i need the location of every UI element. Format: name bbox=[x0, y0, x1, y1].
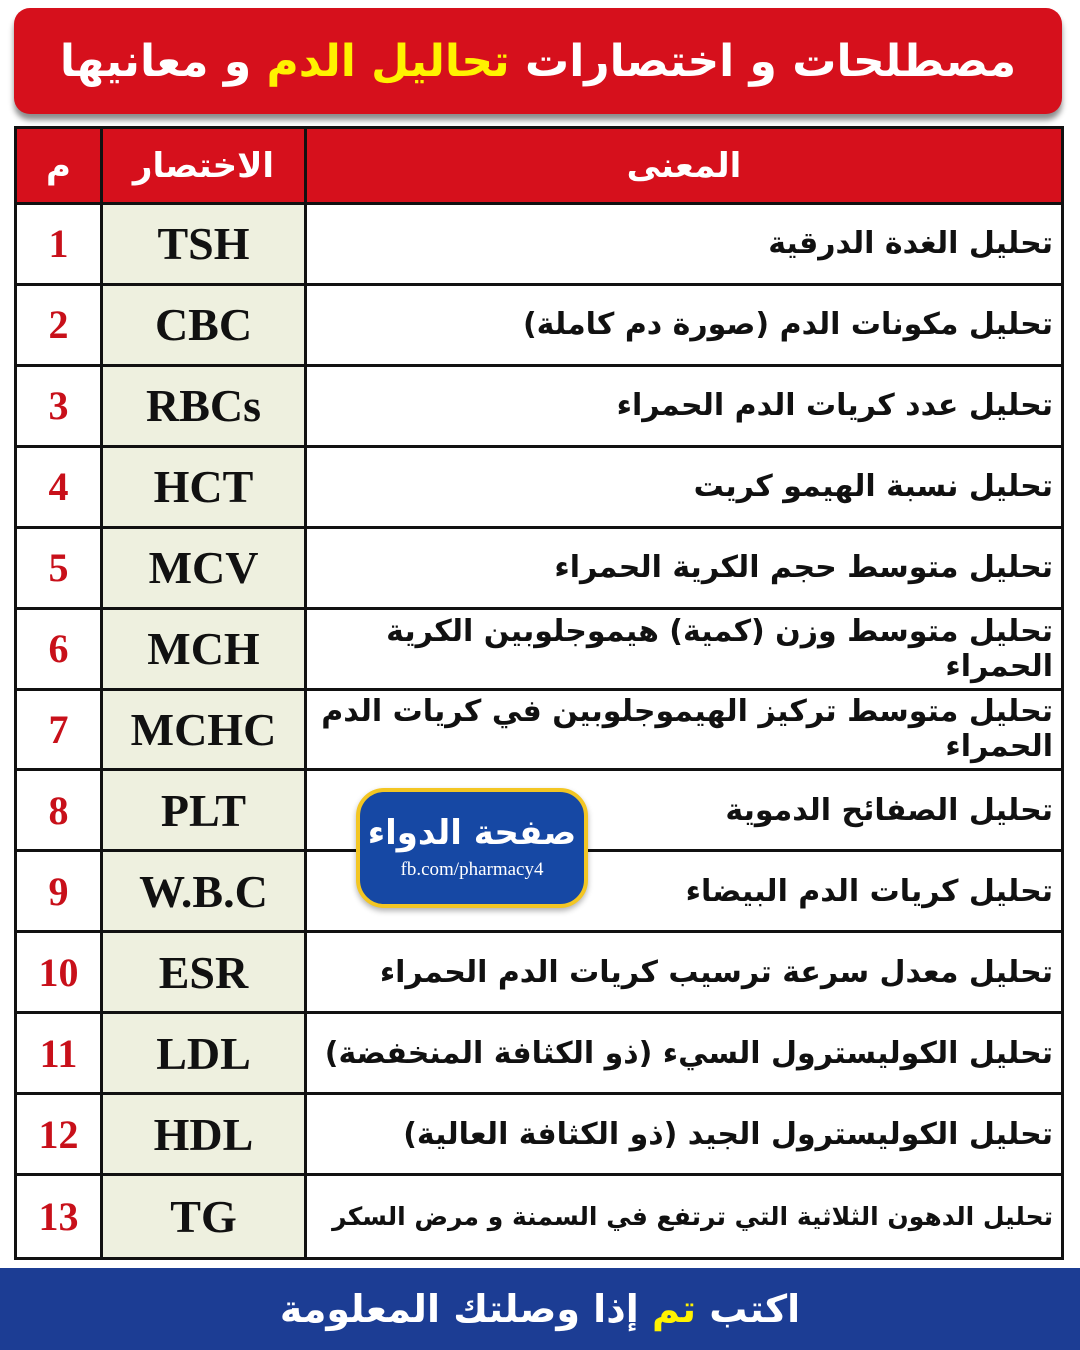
row-abbreviation: LDL bbox=[103, 1014, 307, 1095]
title-part1: مصطلحات و اختصارات bbox=[524, 35, 1017, 87]
row-meaning: تحليل عدد كريات الدم الحمراء bbox=[307, 367, 1061, 448]
page-badge bbox=[356, 788, 588, 908]
badge-name: صفحة الدواء bbox=[367, 813, 577, 854]
footer-banner bbox=[0, 1268, 1080, 1350]
header-num: م bbox=[17, 129, 103, 205]
row-meaning: تحليل الصفائح الدموية bbox=[307, 771, 1061, 852]
row-abbreviation: HCT bbox=[103, 448, 307, 529]
row-number: 6 bbox=[17, 610, 103, 691]
abbreviations-table bbox=[14, 126, 1064, 1260]
row-meaning: تحليل مكونات الدم (صورة دم كاملة) bbox=[307, 286, 1061, 367]
page-title bbox=[60, 36, 1016, 87]
row-number: 4 bbox=[17, 448, 103, 529]
badge-url: fb.com/pharmacy4 bbox=[400, 858, 544, 880]
row-number: 5 bbox=[17, 529, 103, 610]
row-abbreviation: HDL bbox=[103, 1095, 307, 1176]
row-abbreviation: ESR bbox=[103, 933, 307, 1014]
footer-text bbox=[280, 1287, 800, 1331]
row-abbreviation: W.B.C bbox=[103, 852, 307, 933]
header-meaning: المعنى bbox=[307, 129, 1061, 205]
row-abbreviation: TSH bbox=[103, 205, 307, 286]
row-meaning: تحليل كريات الدم البيضاء bbox=[307, 852, 1061, 933]
title-banner bbox=[14, 8, 1062, 114]
row-number: 1 bbox=[17, 205, 103, 286]
row-meaning: تحليل متوسط حجم الكرية الحمراء bbox=[307, 529, 1061, 610]
row-abbreviation: MCV bbox=[103, 529, 307, 610]
footer-part1: اكتب bbox=[709, 1287, 801, 1331]
row-number: 11 bbox=[17, 1014, 103, 1095]
row-abbreviation: MCHC bbox=[103, 691, 307, 772]
row-number: 2 bbox=[17, 286, 103, 367]
row-abbreviation: RBCs bbox=[103, 367, 307, 448]
row-number: 12 bbox=[17, 1095, 103, 1176]
row-meaning: تحليل معدل سرعة ترسيب كريات الدم الحمراء bbox=[307, 933, 1061, 1014]
footer-part2: إذا وصلتك المعلومة bbox=[279, 1287, 639, 1331]
row-meaning: تحليل الكوليسترول السيء (ذو الكثافة المنخفضة) bbox=[307, 1014, 1061, 1095]
row-number: 3 bbox=[17, 367, 103, 448]
row-number: 8 bbox=[17, 771, 103, 852]
row-meaning: تحليل نسبة الهيمو كريت bbox=[307, 448, 1061, 529]
row-meaning: تحليل الدهون الثلاثية التي ترتفع في السمنة و مرض السكر bbox=[332, 1202, 1053, 1232]
row-meaning: تحليل الكوليسترول الجيد (ذو الكثافة العالية) bbox=[307, 1095, 1061, 1176]
row-meaning: تحليل متوسط وزن (كمية) هيموجلوبين الكرية الحمراء bbox=[307, 610, 1061, 691]
row-number: 13 bbox=[17, 1176, 103, 1257]
row-number: 7 bbox=[17, 691, 103, 772]
row-number: 10 bbox=[17, 933, 103, 1014]
row-abbreviation: TG bbox=[103, 1176, 307, 1257]
header-abbr: الاختصار bbox=[103, 129, 307, 205]
row-abbreviation: PLT bbox=[103, 771, 307, 852]
row-meaning: تحليل متوسط تركيز الهيموجلوبين في كريات الدم الحمراء bbox=[307, 691, 1061, 772]
footer-highlight: تم bbox=[651, 1287, 697, 1331]
row-meaning: تحليل الغدة الدرقية bbox=[307, 205, 1061, 286]
title-highlight: تحاليل الدم bbox=[266, 35, 510, 87]
row-abbreviation: CBC bbox=[103, 286, 307, 367]
row-abbreviation: MCH bbox=[103, 610, 307, 691]
row-number: 9 bbox=[17, 852, 103, 933]
title-part2: و معانيها bbox=[59, 35, 252, 87]
